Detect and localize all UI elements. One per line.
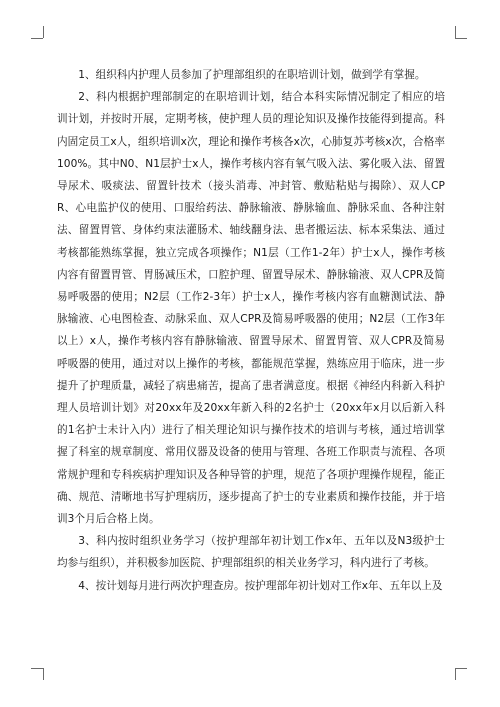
document-body (57, 64, 445, 597)
paragraph-4: 4、按计划每月进行两次护理查房。按护理部年初计划对工作x年、五年以上及 (78, 579, 443, 592)
paragraph-2: 2、科内根据护理部制定的在职培训计划，结合本科实际情况制定了相应的培训计划，并按时开展，定期考核，使护理人员的理论知识及操作技能得到提高。科内固定员工x人，组织培训x次，理论和操作考核各x次，心肺复苏考核x次，合格率100%。其中N0、N1层护士x人，操作考核内容有氧气吸入法、雾化吸入法、留置导尿术、吸痰法、留置针技术（接头消毒、冲封管、敷贴粘贴与揭除）、双人CPR、心电监护仪的使用、口服给药法、静脉输液、静脉输血、静脉采血、各种注射法、留置胃管、身体约束法灌肠术、轴线翻身法、患者搬运法、标本采集法、通过考核都能熟练掌握，独立完成各项操作；N1层（工作1-2年）护士x人，操作考核内容有留置胃管、胃肠减压术，口腔护理、留置导尿术、静脉输液、双人CPR及简易呼吸器的使用；N2层（工作2-3年）护士x人，操作考核内容有血糖测试法、静脉输液、心电图检查、动脉采血、双人CPR及简易呼吸器的使用；N2层（工作3年以上）x人，操作考核内容有静脉输液、留置导尿术、留置胃管、双人CPR及简易呼吸器的使用，通过对以上操作的考核，都能规范掌握，熟练应用于临床，进一步提升了护理质量，减轻了病患痛苦，提高了患者满意度。根据《神经内科新入科护理人员培训计划》对20xx年及20xx年新入科的2名护士（20xx年x月以后新入科的1名护士未计入内）进行了相关理论知识与操作技术的培训与考核，通过培训掌握了科室的规章制度、常用仪器及设备的使用与管理、各班工作职责与流程、各项常规护理和专科疾病护理知识及各种导管的护理，规范了各项护理操作规程，能正确、规范、清晰地书写护理病历，逐步提高了护士的专业素质和操作技能，并于培训3个月后合格上岗。 (57, 91, 445, 526)
paragraph-1: 1、组织科内护理人员参加了护理部组织的在职培训计划，做到学有掌握。 (78, 69, 426, 81)
paragraph-3: 3、科内按时组织业务学习（按护理部年初计划工作x年、五年以及N3级护士均参与组织），并积极参加医院、护理部组织的相关业务学习，科内进行了考核。 (57, 535, 445, 570)
